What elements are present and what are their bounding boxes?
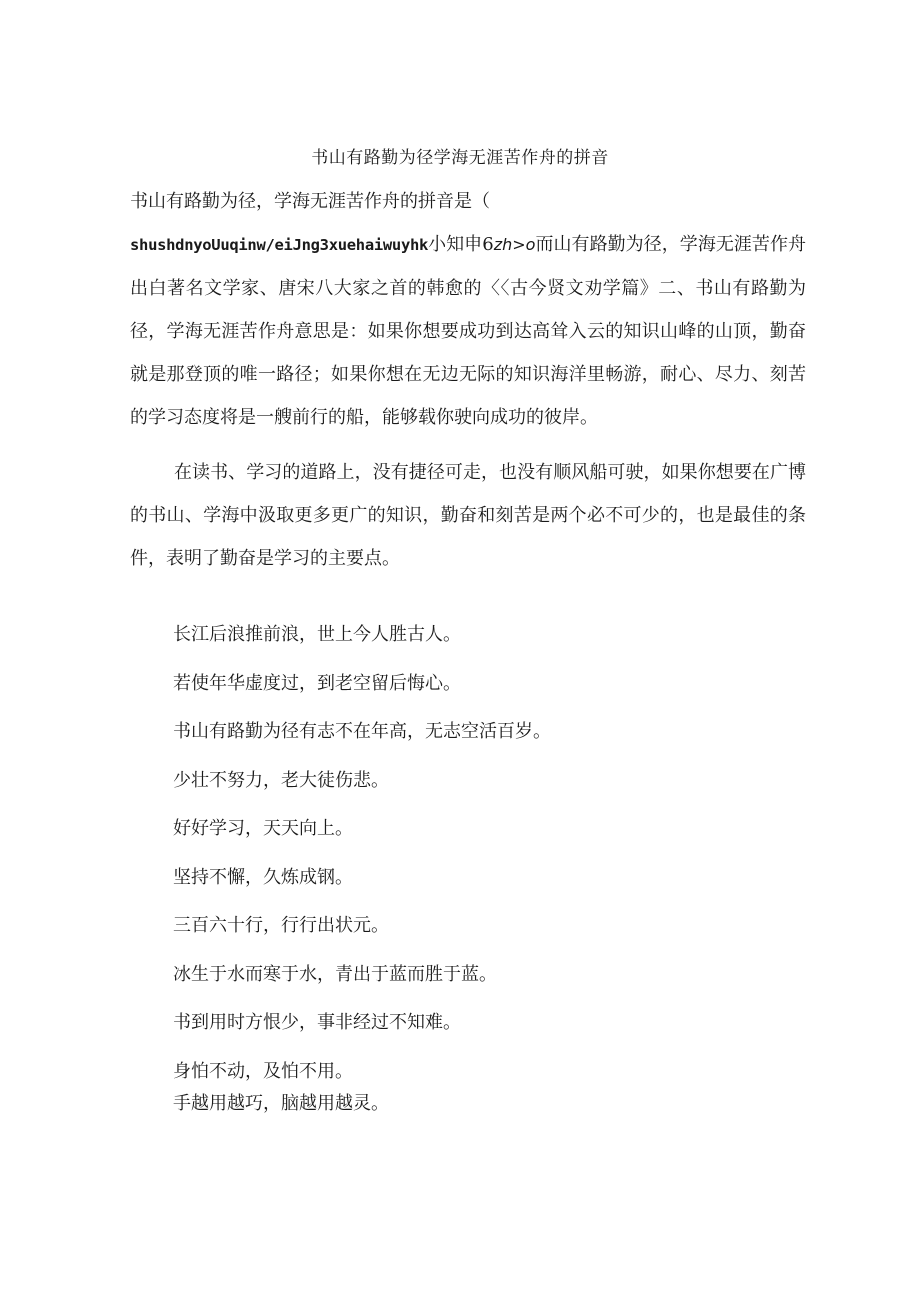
- intro-rest: 而山有路勤为径，学海无涯苦作舟出白著名文学家、唐宋八大家之首的韩愈的〈〈古今贤文劝学篇》二、书山有路勤为径，学海无涯苦作舟意思是：如果你想要成功到达高耸入云的知识山峰的山顶，勤奋就是那登顶的唯一路径；如果你想在无边无际的知识海洋里畅游，耐心、尽力、刻苦的学习态度将是一艘前行的船，能够载你驶向成功的彼岸。: [130, 234, 807, 428]
- proverb-list: [173, 620, 813, 1137]
- proverb-item: 书到用时方恨少，事非经过不知难。: [173, 1012, 461, 1033]
- proverb-item: 三百六十行，行行出状元。: [173, 915, 389, 936]
- intro-pinyin-mid: 小知申6: [428, 234, 494, 255]
- intro-paragraph: [130, 180, 806, 439]
- proverb-item: 手越用越巧，脑越用越灵。: [173, 1092, 389, 1114]
- intro-lead: 书山有路勤为径，学海无涯苦作舟的拼音是（: [130, 191, 490, 212]
- intro-block: [130, 180, 806, 580]
- proverb-item: 书山有路勤为径有志不在年高，无志空活百岁。: [173, 721, 551, 742]
- proverb-item: 若使年华虚度过，到老空留后悔心。: [173, 672, 461, 694]
- proverb-item: 冰生于水而寒于水，青出于蓝而胜于蓝。: [173, 963, 497, 985]
- proverb-item: 少壮不努力，老大徒伤悲。: [173, 769, 389, 791]
- intro-pinyin: shushdnyoUuqinw/eiJng3xuehaiwuyhk: [130, 236, 429, 254]
- proverb-item: 身怕不动，及怕不用。: [173, 1060, 353, 1082]
- proverb-item: 长江后浪推前浪，世上今人胜古人。: [173, 624, 461, 645]
- intro-pinyin-italic: zh>o: [493, 235, 536, 254]
- proverb-item: 好好学习，天天向上。: [173, 818, 353, 839]
- paragraph-2: 在读书、学习的道路上，没有捷径可走，也没有顺风船可驶，如果你想要在广博的书山、学海中汲取更多更广的知识，勤奋和刻苦是两个必不可少的，也是最佳的条件，表明了勤奋是学习的主要点。: [130, 462, 806, 569]
- proverb-item: 坚持不懈，久炼成钢。: [173, 866, 353, 888]
- document-title: 书山有路勤为径学海无涯苦作舟的拼音: [311, 148, 609, 168]
